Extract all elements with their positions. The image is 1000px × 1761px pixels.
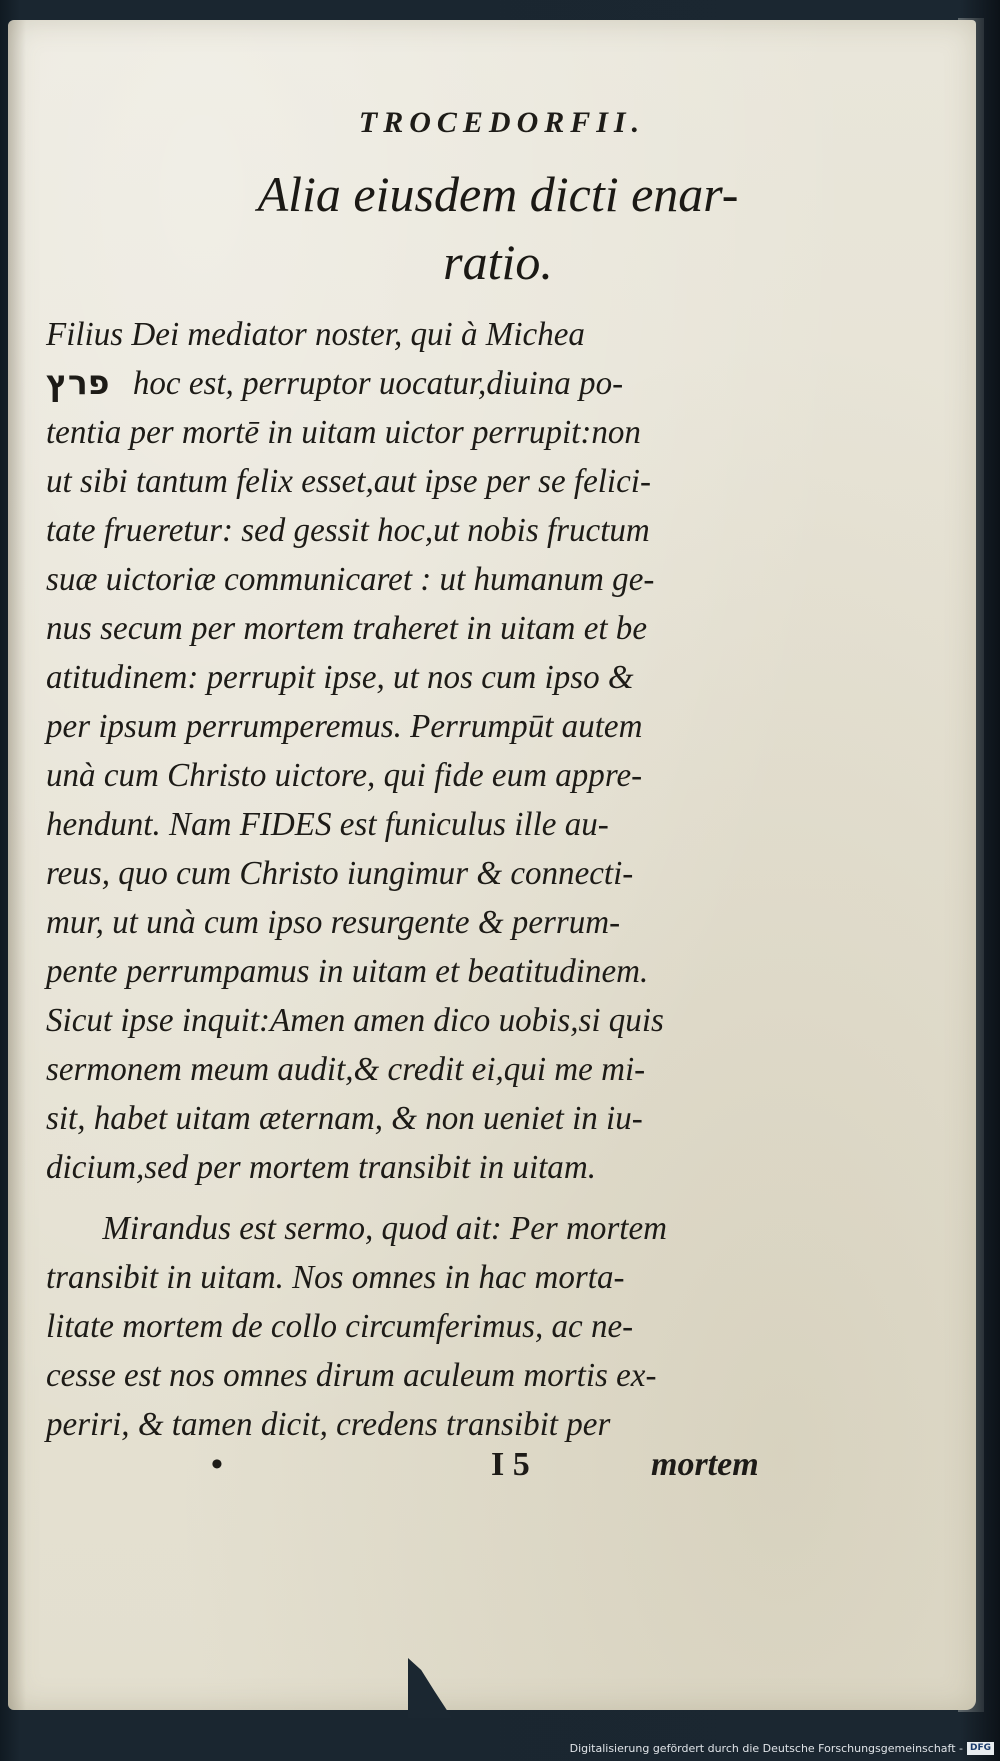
- text-line: periri, & tamen dicit, credens transibit per: [46, 1406, 611, 1443]
- text-line: per ipsum perrumperemus. Perrumpūt autem: [46, 708, 643, 745]
- text-line-content: Mirandus est sermo, quod ait: Per mortem: [102, 1210, 668, 1247]
- text-line: Sicut ipse inquit:Amen amen dico uobis,si quis: [46, 1002, 664, 1039]
- text-line: cesse est nos omnes dirum aculeum mortis ex-: [46, 1357, 657, 1394]
- text-line: litate mortem de collo circumferimus, ac ne-: [46, 1308, 634, 1345]
- text-line: sermonem meum audit,& credit ei,qui me mi-: [46, 1051, 646, 1088]
- text-line-content: hoc est, perruptor uocatur,diuina po-: [132, 365, 624, 402]
- text-line: tate frueretur: sed gessit hoc,ut nobis fructum: [46, 512, 650, 549]
- digitization-credit: [570, 1739, 994, 1757]
- signature-number: I 5: [491, 1446, 530, 1483]
- heading-line: ratio.: [443, 234, 553, 290]
- text-line: transibit in uitam. Nos omnes in hac morta-: [46, 1259, 625, 1296]
- text-line: nus secum per mortem traheret in uitam et be: [46, 610, 648, 647]
- text-line: [46, 1204, 746, 1253]
- signature-mark: •: [211, 1446, 223, 1483]
- text-line: hendunt. Nam FIDES est funiculus ille au-: [46, 806, 609, 843]
- text-line: sit, habet uitam æternam, & non ueniet in iu-: [46, 1100, 643, 1137]
- page-footer: [46, 1446, 766, 1496]
- credit-text: Digitalisierung gefördert durch die Deutsche Forschungsgemeinschaft -: [569, 1741, 963, 1755]
- section-heading: [68, 160, 928, 296]
- heading-line: Alia eiusdem dicti enar-: [257, 166, 739, 222]
- paragraph-gap: [46, 1192, 766, 1204]
- text-line: atitudinem: perrupit ipse, ut nos cum ipso &: [46, 659, 634, 696]
- text-line: Filius Dei mediator noster, qui à Michea: [46, 316, 585, 353]
- body-text: [46, 310, 766, 1449]
- catchword: mortem: [651, 1446, 759, 1483]
- book-page: [8, 20, 976, 1710]
- hebrew-word: פרץ: [46, 363, 110, 403]
- text-line: unà cum Christo uictore, qui fide eum appre-: [46, 757, 643, 794]
- text-line: [46, 359, 746, 408]
- text-line: tentia per mortē in uitam uictor perrupit:non: [46, 414, 641, 451]
- text-line: ut sibi tantum felix esset,aut ipse per se felici-: [46, 463, 651, 500]
- dfg-logo: DFG: [967, 1742, 994, 1755]
- text-line: dicium,sed per mortem transibit in uitam.: [46, 1149, 596, 1186]
- text-line: suæ uictoriæ communicaret : ut humanum ge-: [46, 561, 655, 598]
- text-line: reus, quo cum Christo iungimur & connecti-: [46, 855, 634, 892]
- text-line: pente perrumpamus in uitam et beatitudinem.: [46, 953, 649, 990]
- text-line: mur, ut unà cum ipso resurgente & perrum-: [46, 904, 621, 941]
- running-head: TROCEDORFII.: [358, 106, 646, 139]
